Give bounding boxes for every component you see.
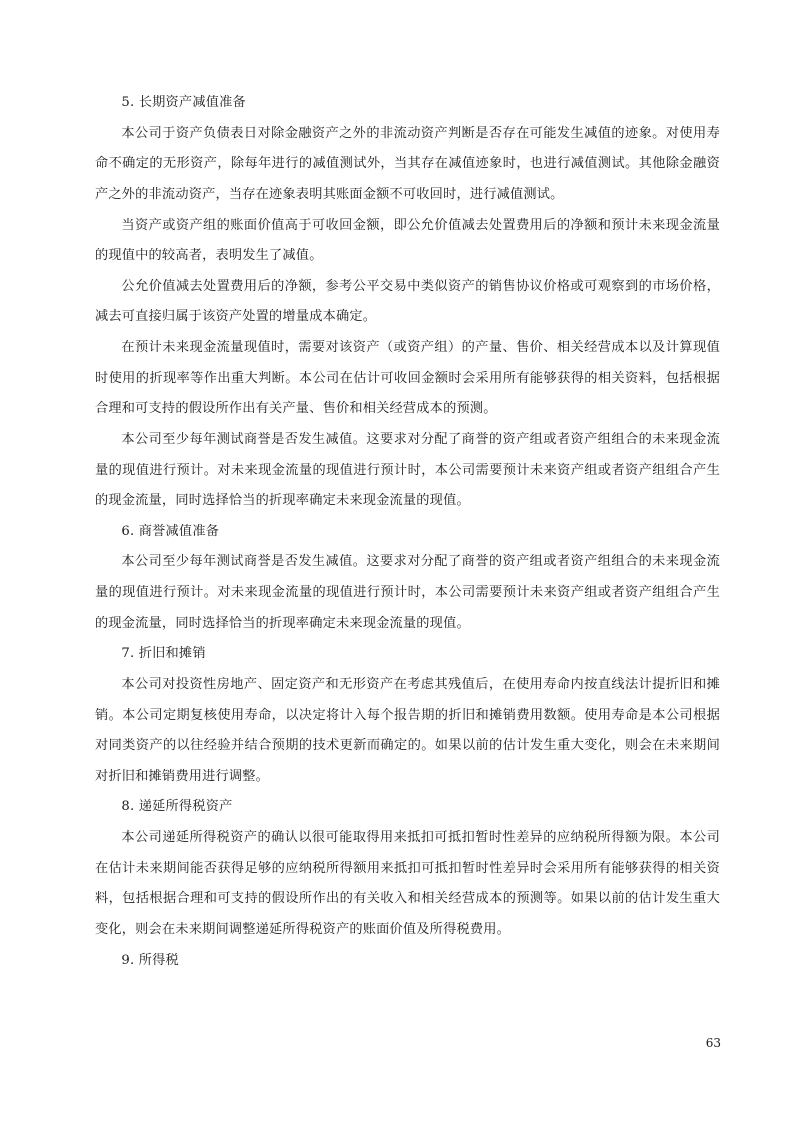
section-heading-9: 9. 所得税 xyxy=(121,952,179,968)
paragraph: 本公司于资产负债表日对除金融资产之外的非流动资产判断是否存在可能发生减值的迹象。对使用寿命不确定的无形资产，除每年进行的减值测试外，当其存在减值迹象时，也进行减值测试。其他除金融资产之外的非流动资产，当存在迹象表明其账面金额不可收回时，进行减值测试。 xyxy=(95,125,720,202)
paragraph: 本公司至少每年测试商誉是否发生减值。这要求对分配了商誉的资产组或者资产组组合的未来现金流量的现值进行预计。对未来现金流量的现值进行预计时，本公司需要预计未来资产组或者资产组组合产生的现金流量，同时选择恰当的折现率确定未来现金流量的现值。 xyxy=(95,554,720,631)
paragraph: 本公司至少每年测试商誉是否发生减值。这要求对分配了商誉的资产组或者资产组组合的未来现金流量的现值进行预计。对未来现金流量的现值进行预计时，本公司需要预计未来资产组或者资产组组合产生的现金流量，同时选择恰当的折现率确定未来现金流量的现值。 xyxy=(95,431,720,509)
section-heading-6: 6. 商誉减值准备 xyxy=(121,523,220,539)
section-heading-8: 8. 递延所得税资产 xyxy=(121,799,233,815)
paragraph: 本公司递延所得税资产的确认以很可能取得用来抵扣可抵扣暂时性差异的应纳税所得额为限。本公司在估计未来期间能否获得足够的应纳税所得额用来抵扣可抵扣暂时性差异时会采用所有能够获得的相关资料，包括根据合理和可支持的假设所作出的有关收入和相关经营成本的预测等。如果以前的估计发生重大变化，则会在未来期间调整递延所得税资产的账面价值及所得税费用。 xyxy=(95,830,720,937)
section-heading-5: 5. 长期资产减值准备 xyxy=(121,95,246,110)
paragraph: 在预计未来现金流量现值时，需要对该资产（或资产组）的产量、售价、相关经营成本以及计算现值时使用的折现率等作出重大判断。本公司在估计可收回金额时会采用所有能够获得的相关资料，包括根据合理和可支持的假设所作出有关产量、售价和相关经营成本的预测。 xyxy=(95,340,720,417)
paragraph: 公允价值减去处置费用后的净额，参考公平交易中类似资产的销售协议价格或可观察到的市场价格，减去可直接归属于该资产处置的增量成本确定。 xyxy=(95,278,720,325)
paragraph: 本公司对投资性房地产、固定资产和无形资产在考虑其残值后，在使用寿命内按直线法计提折旧和摊销。本公司定期复核使用寿命，以决定将计入每个报告期的折旧和摊销费用数额。使用寿命是本公司根据对同类资产的以往经验并结合预期的技术更新而确定的。如果以前的估计发生重大变化，则会在未来期间对折旧和摊销费用进行调整。 xyxy=(95,676,720,784)
page-number: 63 xyxy=(705,1036,721,1050)
page-body xyxy=(95,88,720,976)
section-heading-7: 7. 折旧和摊销 xyxy=(121,646,206,662)
paragraph: 当资产或资产组的账面价值高于可收回金额，即公允价值减去处置费用后的净额和预计未来现金流量的现值中的较高者，表明发生了减值。 xyxy=(95,217,720,264)
